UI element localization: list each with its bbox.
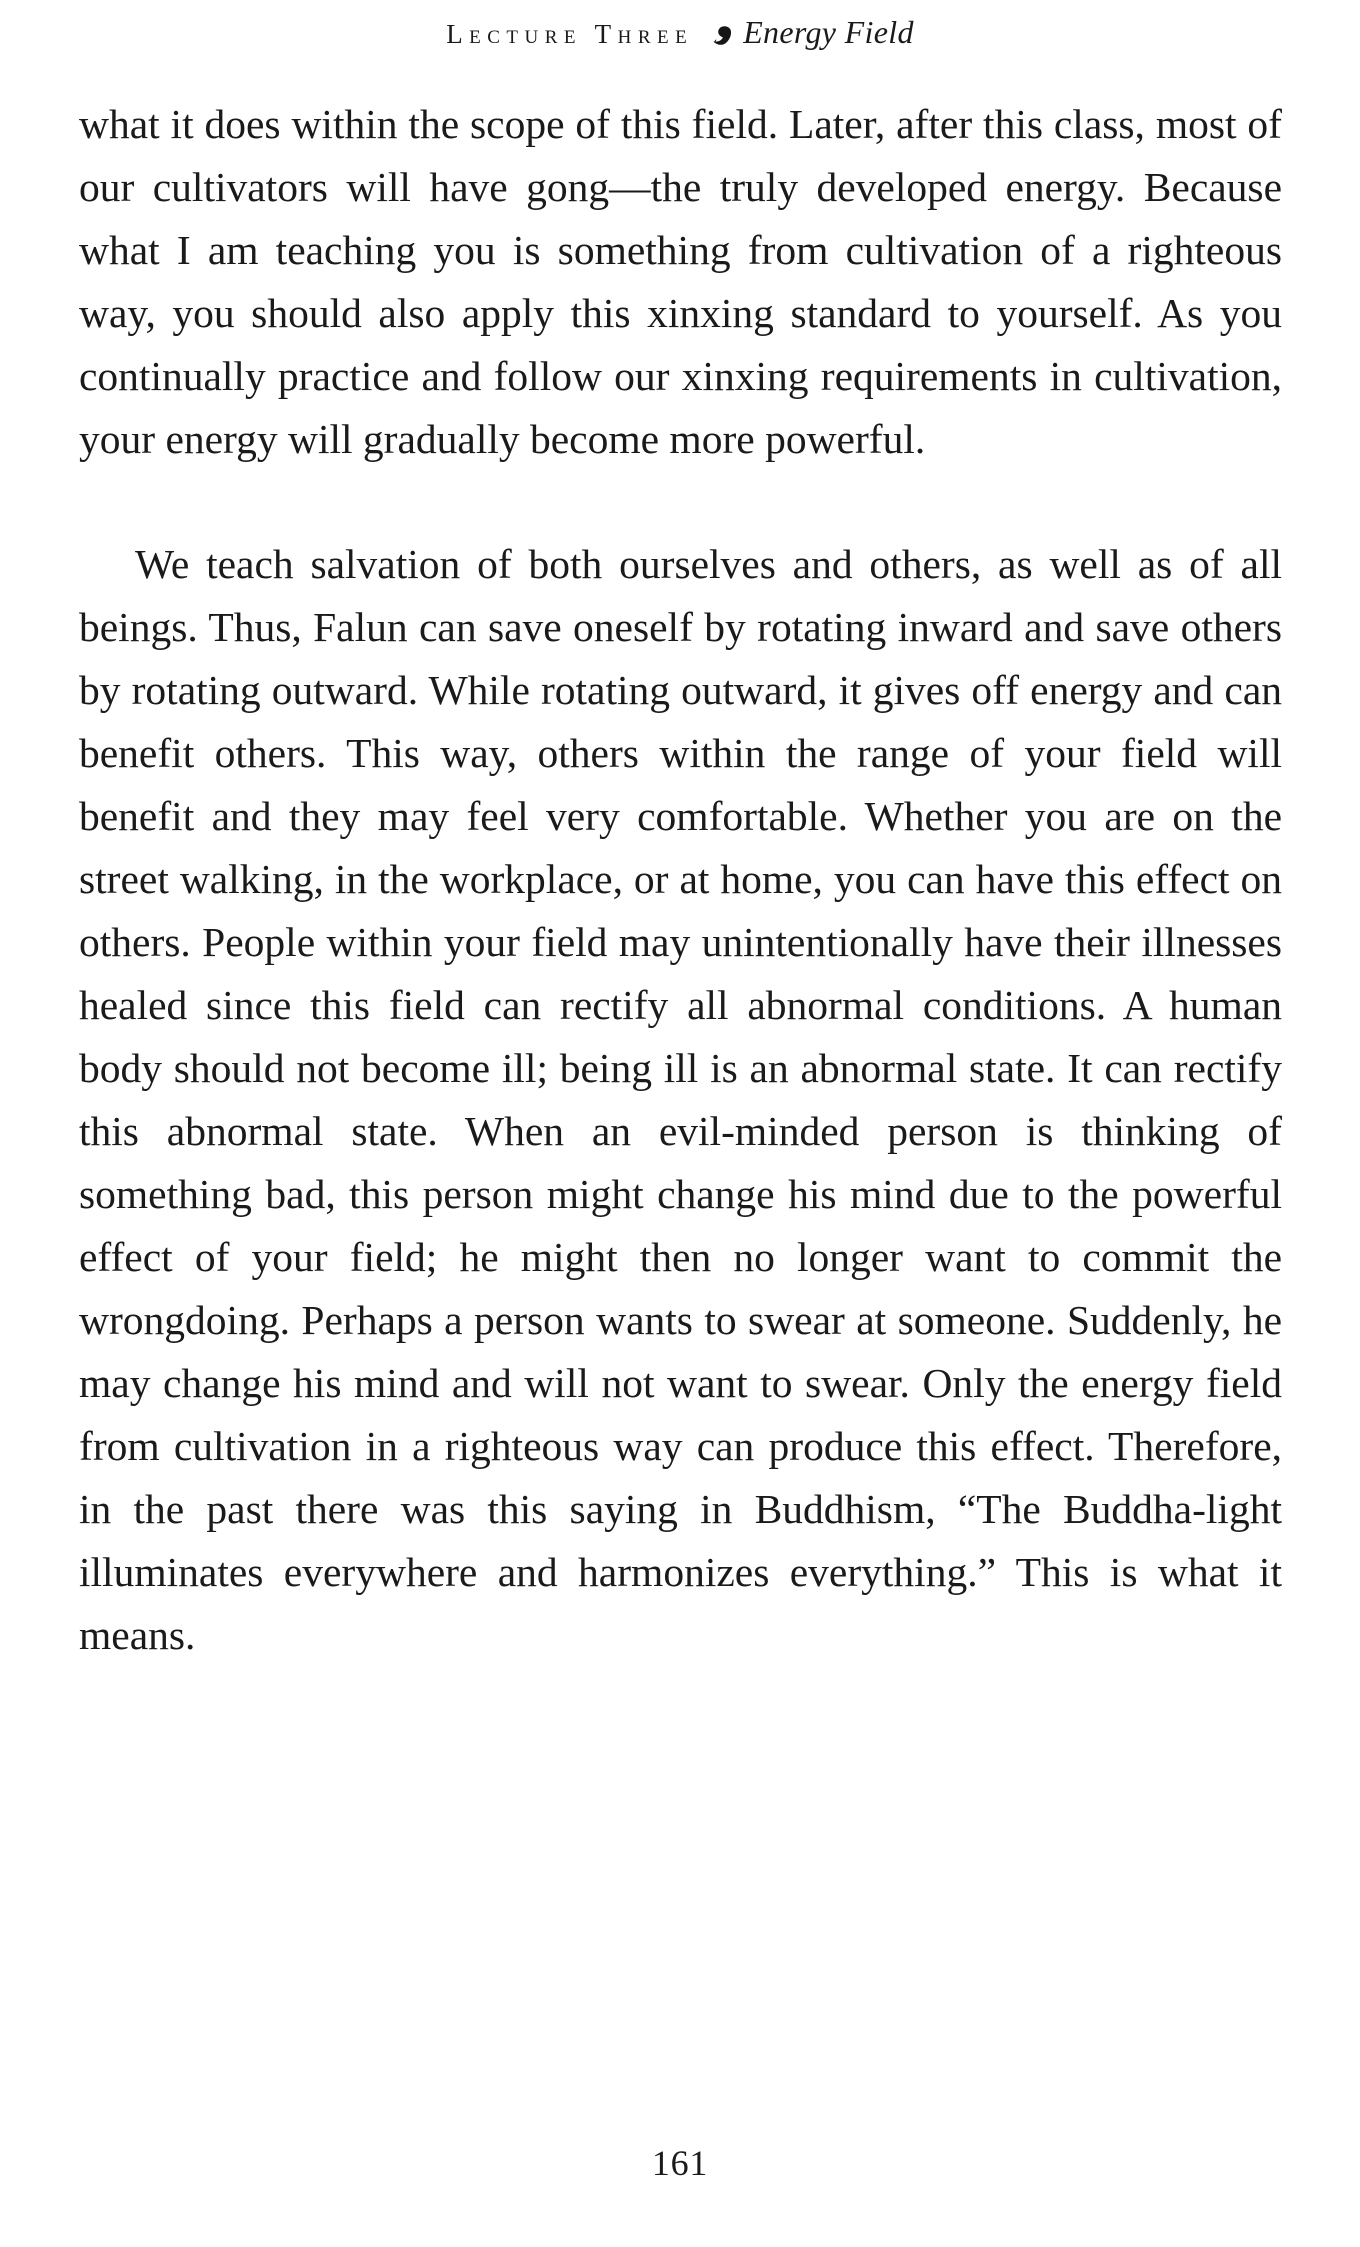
- paragraph-2: We teach salvation of both ourselves and others, as well as of all beings. Thus, Falun can save oneself by rotating inward and save others by rotating outward. While rotating outward, it gives off energy and can benefit others. This way, others within the range of your field will benefit and they may feel very comfortable. Whether you are on the street walking, in the workplace, or at home, you can have this effect on others. People within your field may unintentionally have their illnesses healed since this field can rectify all abnormal conditions. A human body should not become ill; being ill is an abnormal state. It can rectify this abnormal state. When an evil-minded person is thinking of something bad, this person might change his mind due to the powerful effect of your field; he might then no longer want to commit the wrongdoing. Perhaps a person wants to swear at someone. Suddenly, he may change his mind and will not want to swear. Only the energy field from cultivation in a righteous way can produce this effect. Therefore, in the past there was this saying in Buddhism, “The Buddha-light illuminates everywhere and harmonizes everything.” This is what it means.: [79, 541, 1282, 1658]
- paragraph-1: what it does within the scope of this field. Later, after this class, most of our cultivators will have gong—the truly developed energy. Because what I am teaching you is something from cultivation of a righteous way, you should also apply this xinxing standard to yourself. As you continually practice and follow our xinxing requirements in cultivation, your energy will gradually become more powerful.: [79, 101, 1282, 462]
- page-number: 161: [651, 2143, 709, 2183]
- lecture-label: Lecture Three: [446, 19, 694, 49]
- chapter-title: Energy Field: [743, 14, 914, 50]
- fleuron-leaf-icon: [709, 23, 735, 49]
- page-footer: [0, 2142, 1360, 2184]
- page-body: [79, 93, 1282, 1667]
- running-header: [0, 14, 1360, 51]
